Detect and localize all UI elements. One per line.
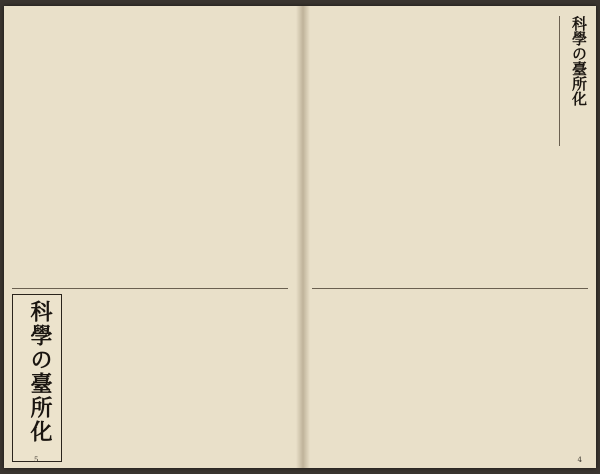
left-heading-part1: 科學の xyxy=(27,300,53,372)
left-heading-part2: 臺所化 xyxy=(27,372,53,444)
left-page xyxy=(4,6,296,468)
left-bottom-text xyxy=(66,296,286,456)
right-page xyxy=(310,6,596,468)
left-top-text xyxy=(14,20,286,282)
right-heading xyxy=(564,16,590,146)
right-top-text xyxy=(314,20,554,282)
right-bottom-text xyxy=(314,296,588,456)
left-page-number: 5 xyxy=(34,456,39,464)
gutter xyxy=(296,6,310,468)
right-page-number: 4 xyxy=(577,456,582,464)
right-heading-rule xyxy=(559,16,560,146)
right-middle-rule xyxy=(312,288,588,289)
right-heading-part2: 臺所化 xyxy=(570,61,588,106)
right-heading-part1: 科學の xyxy=(570,16,588,61)
left-middle-rule xyxy=(12,288,288,289)
left-heading xyxy=(18,300,56,460)
magazine-spread xyxy=(4,6,596,468)
